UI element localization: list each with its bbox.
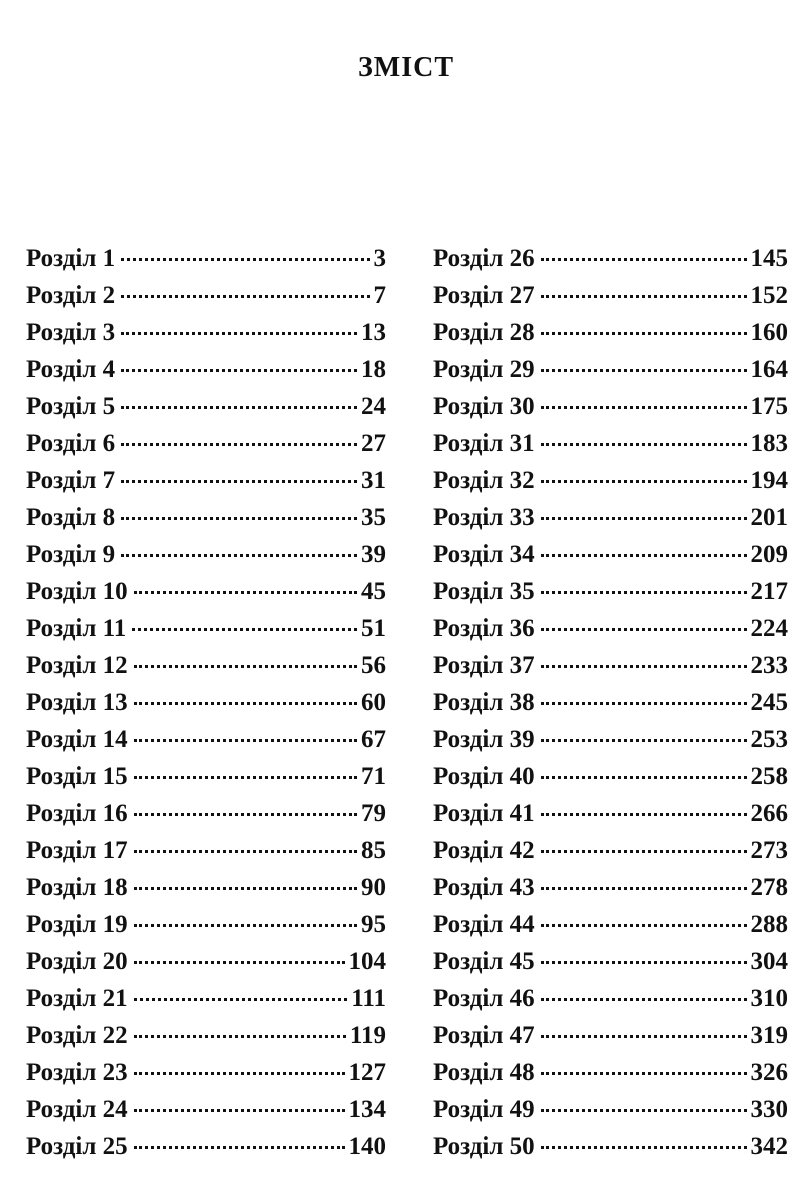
chapter-label: Розділ 49: [433, 1096, 535, 1123]
chapter-label: Розділ 12: [26, 652, 128, 679]
chapter-label: Розділ 38: [433, 689, 535, 716]
toc-entry: [433, 652, 788, 689]
dot-leader: [134, 775, 357, 779]
toc-entry: [26, 985, 386, 1022]
dot-leader: [541, 1071, 747, 1075]
page-number: 85: [361, 837, 386, 864]
dot-leader: [134, 923, 357, 927]
page-number: 56: [361, 652, 386, 679]
toc-entry: [26, 578, 386, 615]
dot-leader: [134, 738, 357, 742]
dot-leader: [134, 960, 345, 964]
chapter-label: Розділ 41: [433, 800, 535, 827]
chapter-label: Розділ 48: [433, 1059, 535, 1086]
page-number: 258: [750, 763, 788, 790]
page-number: 233: [750, 652, 788, 679]
page-number: 175: [750, 393, 788, 420]
dot-leader: [541, 590, 747, 594]
page-number: 71: [361, 763, 386, 790]
toc-entry: [26, 948, 386, 985]
toc-entry: [433, 393, 788, 430]
chapter-label: Розділ 50: [433, 1133, 535, 1160]
dot-leader: [121, 516, 357, 520]
dot-leader: [541, 886, 747, 890]
toc-entry: [433, 763, 788, 800]
toc-entry: [433, 504, 788, 541]
chapter-label: Розділ 14: [26, 726, 128, 753]
toc-entry: [26, 874, 386, 911]
toc-entry: [26, 541, 386, 578]
toc-entry: [433, 948, 788, 985]
toc-entry: [26, 319, 386, 356]
page-number: 3: [373, 245, 386, 272]
dot-leader: [541, 664, 747, 668]
page-number: 111: [351, 985, 386, 1012]
page-number: 145: [750, 245, 788, 272]
dot-leader: [134, 849, 357, 853]
page-number: 31: [361, 467, 386, 494]
chapter-label: Розділ 7: [26, 467, 116, 494]
toc-entry: [26, 911, 386, 948]
chapter-label: Розділ 37: [433, 652, 535, 679]
chapter-label: Розділ 33: [433, 504, 535, 531]
chapter-label: Розділ 1: [26, 245, 116, 272]
toc-entry: [433, 467, 788, 504]
toc-right-column: [433, 245, 788, 1170]
toc-entry: [433, 726, 788, 763]
chapter-label: Розділ 15: [26, 763, 128, 790]
chapter-label: Розділ 34: [433, 541, 535, 568]
toc-entry: [26, 689, 386, 726]
dot-leader: [541, 627, 747, 631]
dot-leader: [541, 1145, 747, 1149]
toc-entry: [433, 874, 788, 911]
dot-leader: [541, 479, 747, 483]
chapter-label: Розділ 20: [26, 948, 128, 975]
toc-entry: [26, 726, 386, 763]
dot-leader: [541, 701, 747, 705]
page-number: 194: [750, 467, 788, 494]
dot-leader: [134, 997, 348, 1001]
toc-entry: [433, 282, 788, 319]
dot-leader: [541, 1108, 747, 1112]
chapter-label: Розділ 9: [26, 541, 116, 568]
page-number: 330: [750, 1096, 788, 1123]
chapter-label: Розділ 6: [26, 430, 116, 457]
chapter-label: Розділ 8: [26, 504, 116, 531]
dot-leader: [541, 997, 747, 1001]
toc-entry: [433, 319, 788, 356]
dot-leader: [541, 294, 747, 298]
page-number: 18: [361, 356, 386, 383]
dot-leader: [121, 479, 357, 483]
dot-leader: [541, 405, 747, 409]
page-number: 140: [348, 1133, 386, 1160]
toc-entry: [26, 615, 386, 652]
toc-entry: [433, 578, 788, 615]
chapter-label: Розділ 31: [433, 430, 535, 457]
page-number: 164: [750, 356, 788, 383]
dot-leader: [134, 1108, 345, 1112]
chapter-label: Розділ 4: [26, 356, 116, 383]
page-number: 326: [750, 1059, 788, 1086]
dot-leader: [134, 590, 357, 594]
chapter-label: Розділ 39: [433, 726, 535, 753]
chapter-label: Розділ 25: [26, 1133, 128, 1160]
toc-entry: [26, 1022, 386, 1059]
dot-leader: [132, 627, 357, 631]
toc-left-column: [26, 245, 386, 1170]
chapter-label: Розділ 32: [433, 467, 535, 494]
dot-leader: [541, 331, 747, 335]
dot-leader: [541, 516, 747, 520]
toc-entry: [26, 1133, 386, 1170]
chapter-label: Розділ 24: [26, 1096, 128, 1123]
dot-leader: [134, 812, 357, 816]
page-number: 95: [361, 911, 386, 938]
page-number: 90: [361, 874, 386, 901]
toc-entry: [26, 282, 386, 319]
page-number: 253: [750, 726, 788, 753]
toc-entry: [26, 1059, 386, 1096]
page-number: 342: [750, 1133, 788, 1160]
page-number: 60: [361, 689, 386, 716]
toc-entry: [433, 245, 788, 282]
chapter-label: Розділ 46: [433, 985, 535, 1012]
chapter-label: Розділ 23: [26, 1059, 128, 1086]
page-number: 104: [348, 948, 386, 975]
chapter-label: Розділ 11: [26, 615, 127, 642]
chapter-label: Розділ 21: [26, 985, 128, 1012]
page-number: 217: [750, 578, 788, 605]
chapter-label: Розділ 29: [433, 356, 535, 383]
chapter-label: Розділ 26: [433, 245, 535, 272]
toc-entry: [26, 652, 386, 689]
dot-leader: [134, 886, 357, 890]
chapter-label: Розділ 47: [433, 1022, 535, 1049]
dot-leader: [541, 442, 747, 446]
chapter-label: Розділ 36: [433, 615, 535, 642]
chapter-label: Розділ 13: [26, 689, 128, 716]
dot-leader: [541, 738, 747, 742]
dot-leader: [541, 368, 747, 372]
chapter-label: Розділ 28: [433, 319, 535, 346]
page-number: 35: [361, 504, 386, 531]
page-number: 127: [348, 1059, 386, 1086]
page-number: 245: [750, 689, 788, 716]
dot-leader: [541, 553, 747, 557]
toc-entry: [433, 615, 788, 652]
toc-entry: [26, 504, 386, 541]
page-number: 67: [361, 726, 386, 753]
dot-leader: [541, 257, 747, 261]
page-number: 319: [750, 1022, 788, 1049]
chapter-label: Розділ 16: [26, 800, 128, 827]
dot-leader: [541, 849, 747, 853]
dot-leader: [541, 775, 747, 779]
toc-entry: [433, 689, 788, 726]
toc-entry: [433, 356, 788, 393]
dot-leader: [134, 664, 357, 668]
chapter-label: Розділ 3: [26, 319, 116, 346]
toc-entry: [26, 1096, 386, 1133]
page-number: 39: [361, 541, 386, 568]
page-number: 7: [373, 282, 386, 309]
dot-leader: [121, 553, 357, 557]
chapter-label: Розділ 43: [433, 874, 535, 901]
chapter-label: Розділ 44: [433, 911, 535, 938]
chapter-label: Розділ 22: [26, 1022, 128, 1049]
toc-entry: [433, 1059, 788, 1096]
page-number: 24: [361, 393, 386, 420]
page-number: 288: [750, 911, 788, 938]
page-number: 224: [750, 615, 788, 642]
page-number: 51: [361, 615, 386, 642]
page-number: 134: [348, 1096, 386, 1123]
page-number: 273: [750, 837, 788, 864]
dot-leader: [121, 368, 357, 372]
dot-leader: [541, 923, 747, 927]
dot-leader: [134, 701, 357, 705]
dot-leader: [541, 1034, 747, 1038]
toc-entry: [26, 837, 386, 874]
dot-leader: [541, 960, 747, 964]
chapter-label: Розділ 19: [26, 911, 128, 938]
toc-entry: [433, 911, 788, 948]
dot-leader: [134, 1034, 346, 1038]
chapter-label: Розділ 40: [433, 763, 535, 790]
chapter-label: Розділ 27: [433, 282, 535, 309]
toc-entry: [433, 1096, 788, 1133]
page-number: 119: [349, 1022, 386, 1049]
chapter-label: Розділ 35: [433, 578, 535, 605]
chapter-label: Розділ 42: [433, 837, 535, 864]
toc-entry: [26, 467, 386, 504]
page-number: 209: [750, 541, 788, 568]
toc-entry: [26, 800, 386, 837]
chapter-label: Розділ 45: [433, 948, 535, 975]
dot-leader: [121, 442, 357, 446]
toc-entry: [433, 1133, 788, 1170]
dot-leader: [121, 257, 369, 261]
chapter-label: Розділ 10: [26, 578, 128, 605]
page-number: 278: [750, 874, 788, 901]
chapter-label: Розділ 18: [26, 874, 128, 901]
page-number: 266: [750, 800, 788, 827]
toc-entry: [26, 430, 386, 467]
chapter-label: Розділ 5: [26, 393, 116, 420]
dot-leader: [121, 331, 357, 335]
toc-entry: [26, 245, 386, 282]
page-title: ЗМІСТ: [358, 52, 454, 83]
toc-entry: [433, 985, 788, 1022]
toc-entry: [433, 430, 788, 467]
page-number: 27: [361, 430, 386, 457]
page-number: 152: [750, 282, 788, 309]
chapter-label: Розділ 17: [26, 837, 128, 864]
page-number: 13: [361, 319, 386, 346]
toc-entry: [433, 837, 788, 874]
page-number: 201: [750, 504, 788, 531]
dot-leader: [134, 1071, 345, 1075]
toc-entry: [433, 800, 788, 837]
dot-leader: [134, 1145, 345, 1149]
page-number: 160: [750, 319, 788, 346]
toc-entry: [26, 763, 386, 800]
toc-entry: [26, 356, 386, 393]
chapter-label: Розділ 2: [26, 282, 116, 309]
toc-entry: [433, 541, 788, 578]
page-number: 79: [361, 800, 386, 827]
page-number: 304: [750, 948, 788, 975]
toc-entry: [26, 393, 386, 430]
page-number: 310: [750, 985, 788, 1012]
dot-leader: [121, 405, 357, 409]
chapter-label: Розділ 30: [433, 393, 535, 420]
dot-leader: [121, 294, 369, 298]
page-number: 45: [361, 578, 386, 605]
page-number: 183: [750, 430, 788, 457]
dot-leader: [541, 812, 747, 816]
toc-entry: [433, 1022, 788, 1059]
